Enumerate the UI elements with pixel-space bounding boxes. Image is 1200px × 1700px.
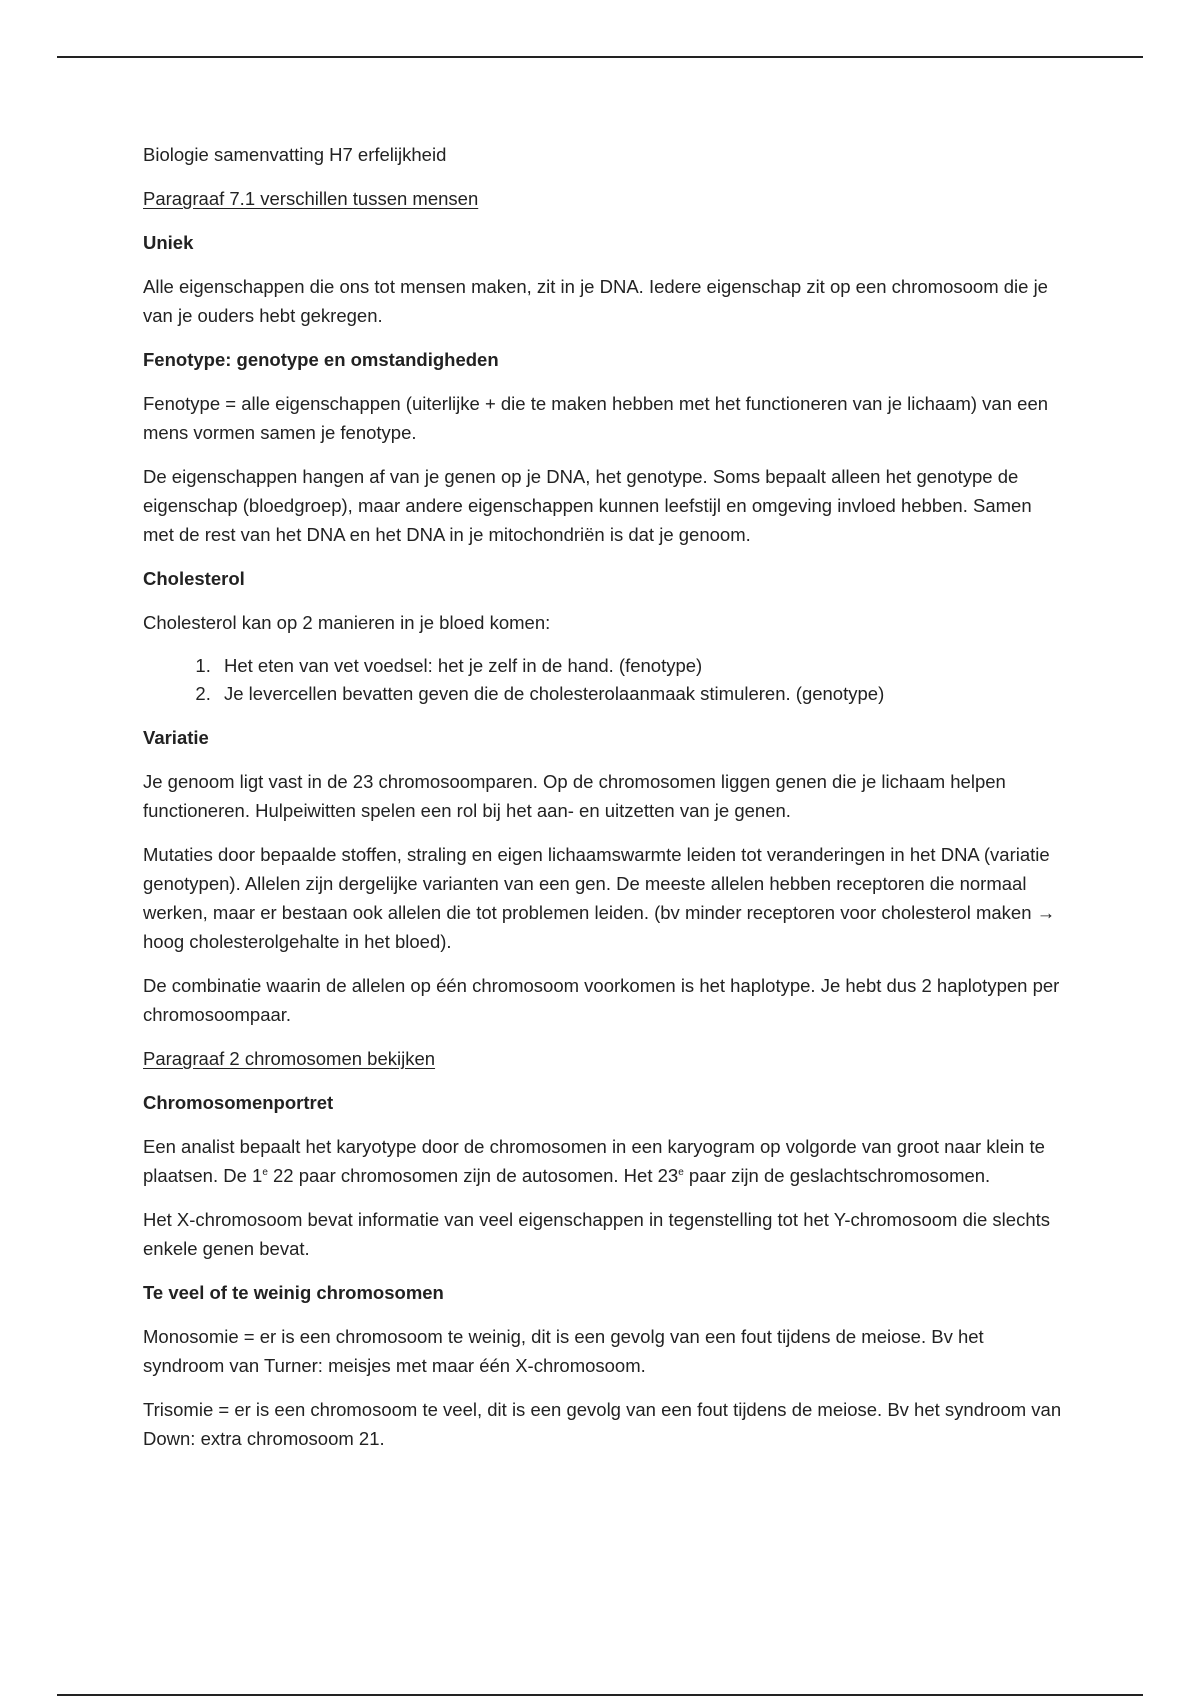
heading-chromosomenportret: Chromosomenportret — [143, 1092, 334, 1113]
superscript: e — [262, 1167, 268, 1178]
paragraph-fenotype-1: Fenotype = alle eigenschappen (uiterlijke + die te maken hebben met het functioneren van je lichaam) van een mens vormen samen je fenotype. — [143, 393, 1049, 443]
heading-uniek: Uniek — [143, 232, 194, 253]
text-segment: paar zijn de geslachtschromosomen. — [683, 1165, 991, 1186]
paragraph-variatie-1: Je genoom ligt vast in de 23 chromosoomparen. Op de chromosomen liggen genen die je lichaam helpen functioneren. Hulpeiwitten spelen een rol bij het aan- en uitzetten van je genen. — [143, 771, 1006, 821]
paragraph-monosomie: Monosomie = er is een chromosoom te weinig, dit is een gevolg van een fout tijdens de meiose. Bv het syndroom van Turner: meisjes met maar één X-chromosoom. — [143, 1326, 984, 1376]
heading-aantal-chromosomen: Te veel of te weinig chromosomen — [143, 1282, 444, 1303]
paragraph-chromosomenportret-2: Het X-chromosoom bevat informatie van veel eigenschappen in tegenstelling tot het Y-chromosoom die slechts enkele genen bevat. — [143, 1209, 1051, 1259]
paragraph-trisomie: Trisomie = er is een chromosoom te veel, dit is een gevolg van een fout tijdens de meiose. Bv het syndroom van Down: extra chromosoom 21. — [143, 1399, 1062, 1449]
list-item: 2. Je levercellen bevatten geven die de cholesterolaanmaak stimuleren. (genotype) — [216, 680, 1063, 708]
heading-cholesterol: Cholesterol — [143, 568, 245, 589]
text-segment: Een analist bepaalt het karyotype door de chromosomen in een karyogram op volgorde van groot naar klein te plaatsen. De 1 — [143, 1136, 1045, 1186]
paragraph-cholesterol: Cholesterol kan op 2 manieren in je bloed komen: — [143, 612, 551, 633]
document-title: Biologie samenvatting H7 erfelijkheid — [143, 144, 447, 165]
cholesterol-list — [143, 652, 1063, 708]
paragraph-variatie-3: De combinatie waarin de allelen op één chromosoom voorkomen is het haplotype. Je hebt dus 2 haplotypen per chromosoompaar. — [143, 975, 1060, 1025]
heading-variatie: Variatie — [143, 727, 209, 748]
section-title-7-1: Paragraaf 7.1 verschillen tussen mensen — [143, 188, 479, 209]
superscript: e — [678, 1167, 684, 1178]
paragraph-variatie-2: Mutaties door bepaalde stoffen, straling en eigen lichaamswarmte leiden tot veranderingen in het DNA (variatie genotypen). Allelen zijn dergelijke varianten van een gen. De meeste allelen hebben receptoren die normaal werken, maar er bestaan ook allelen die tot problemen leiden. (bv minder receptoren voor cholesterol maken → hoog cholesterolgehalte in het bloed). — [143, 844, 1056, 952]
paragraph-uniek: Alle eigenschappen die ons tot mensen maken, zit in je DNA. Iedere eigenschap zit op een chromosoom die je van je ouders hebt gekregen. — [143, 276, 1048, 326]
paragraph-fenotype-2: De eigenschappen hangen af van je genen op je DNA, het genotype. Soms bepaalt alleen het genotype de eigenschap (bloedgroep), maar andere eigenschappen kunnen leefstijl en omgeving invloed hebben. Samen met de rest van het DNA en het DNA in je mitochondriën is dat je genoom. — [143, 466, 1032, 545]
header-rule — [57, 56, 1143, 58]
paragraph-chromosomenportret-1 — [143, 1132, 1063, 1190]
list-item: 1. Het eten van vet voedsel: het je zelf in de hand. (fenotype) — [216, 652, 1063, 680]
footer-rule — [57, 1694, 1143, 1696]
section-title-2: Paragraaf 2 chromosomen bekijken — [143, 1048, 436, 1069]
document-page — [143, 140, 1063, 1468]
text-segment: 22 paar chromosomen zijn de autosomen. Het 23 — [267, 1165, 679, 1186]
heading-fenotype: Fenotype: genotype en omstandigheden — [143, 349, 499, 370]
